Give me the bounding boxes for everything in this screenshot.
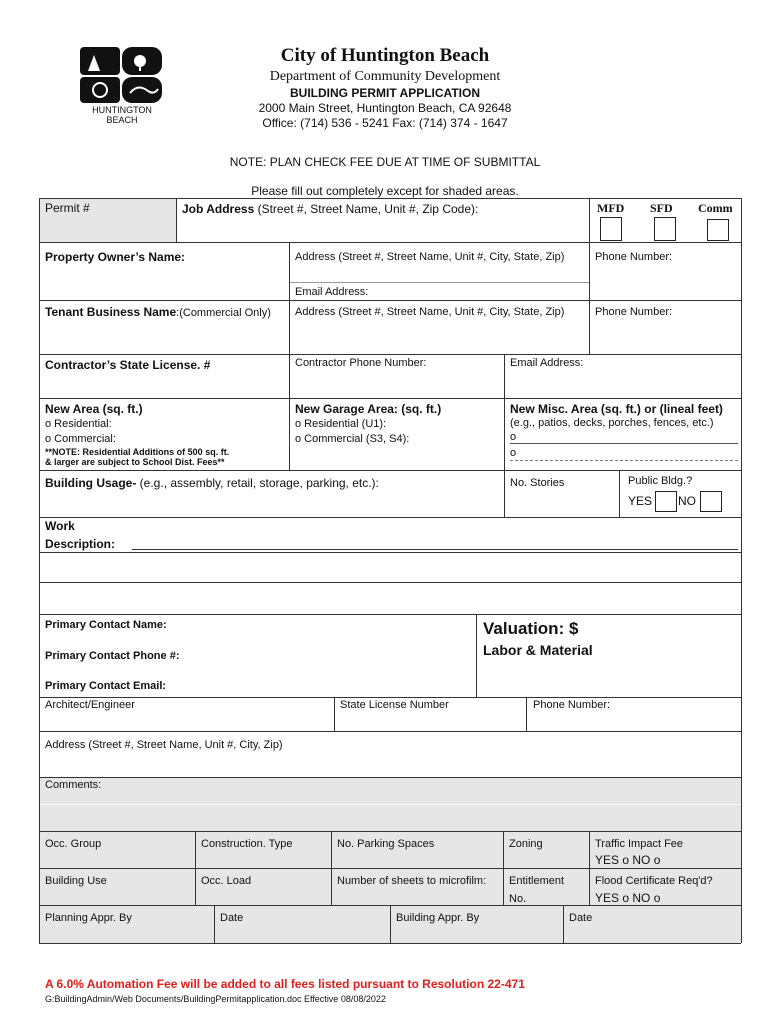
garage-area-label: New Garage Area: (sq. ft.) [295,402,442,416]
work-description-label: Description: [45,537,116,551]
comm-checkbox[interactable] [707,219,729,241]
office-phone: Office: (714) 536 - 5241 Fax: (714) 374 - 1647 [262,116,508,130]
sfd-label: SFD [650,201,673,215]
tenant-name-bold: Tenant Business Name [45,305,177,319]
occ-load-label: Occ. Load [201,875,252,887]
area-residential-option[interactable]: o Residential: [45,418,112,430]
misc-option-1[interactable]: o [510,431,517,443]
form-title: BUILDING PERMIT APPLICATION [290,86,480,100]
flood-cert-label: Flood Certificate Req'd? [595,875,713,887]
owner-email-label: Email Address: [295,286,369,298]
misc-area-label: New Misc. Area (sq. ft.) or (lineal feet) [510,402,723,416]
building-usage-rest: (e.g., assembly, retail, storage, parking, etc.): [136,476,379,490]
architect-label: Architect/Engineer [45,699,135,711]
tenant-name-rest: :(Commercial Only) [176,307,271,319]
tenant-address-label: Address (Street #, Street Name, Unit #, City, State, Zip) [295,306,565,318]
planning-date-label: Date [220,912,244,924]
contractor-phone-label: Contractor Phone Number: [295,357,427,369]
tenant-name-label [45,305,271,319]
stories-label: No. Stories [510,477,565,489]
labor-material-label: Labor & Material [483,642,593,658]
public-yes-checkbox[interactable] [655,491,677,512]
hb-logo-icon [78,45,166,105]
owner-name-label: Property Owner’s Name: [45,250,186,264]
public-no-checkbox[interactable] [700,491,722,512]
school-fee-note-1: **NOTE: Residential Additions of 500 sq. ft. [45,447,230,457]
job-address-bold: Job Address [182,202,255,216]
architect-address-label: Address (Street #, Street Name, Unit #, City, Zip) [45,739,283,751]
comm-label: Comm [698,201,733,215]
flood-cert-options[interactable]: YES o NO o [595,891,661,905]
building-use-label: Building Use [45,875,107,887]
owner-phone-label: Phone Number: [595,251,673,263]
construction-type-label: Construction. Type [201,838,293,850]
comments-shade-2 [39,805,741,831]
job-address-label[interactable] [182,202,478,216]
new-area-label: New Area (sq. ft.) [45,402,143,416]
parking-spaces-label: No. Parking Spaces [337,838,435,850]
primary-contact-email-label: Primary Contact Email: [45,680,167,692]
school-fee-note-2: & larger are subject to School Dist. Fees** [45,457,225,467]
architect-license-label: State License Number [340,699,449,711]
public-yes-label: YES [628,494,653,508]
building-usage-label [45,476,379,490]
occ-group-label: Occ. Group [45,838,102,850]
sfd-checkbox[interactable] [654,217,676,241]
plan-check-note: NOTE: PLAN CHECK FEE DUE AT TIME OF SUBMITTAL [229,155,541,169]
mfd-checkbox[interactable] [600,217,622,241]
city-logo [78,45,166,125]
garage-residential-option[interactable]: o Residential (U1): [295,418,387,430]
zoning-label: Zoning [509,838,543,850]
building-date-label: Date [569,912,593,924]
mfd-label: MFD [597,201,625,215]
contractor-license-label: Contractor’s State License. # [45,358,211,372]
entitlement-label: Entitlement [509,875,565,887]
garage-commercial-option[interactable]: o Commercial (S3, S4): [295,433,410,445]
instructions: Please fill out completely except for shaded areas. [251,184,519,198]
area-commercial-option[interactable]: o Commercial: [45,433,116,445]
traffic-fee-label: Traffic Impact Fee [595,838,684,850]
valuation-label: Valuation: $ [483,619,579,638]
building-approval-label: Building Appr. By [396,912,480,924]
public-bldg-label: Public Bldg.? [628,475,693,487]
public-no-label: NO [678,494,696,508]
logo-caption: HUNTINGTON BEACH [92,105,152,125]
planning-approval-label: Planning Appr. By [45,912,132,924]
microfilm-sheets-label: Number of sheets to microfilm: [337,875,487,887]
traffic-fee-options[interactable]: YES o NO o [595,853,661,867]
contractor-email-label: Email Address: [510,357,584,369]
department: Department of Community Development [269,69,501,84]
owner-address-label: Address (Street #, Street Name, Unit #, City, State, Zip) [295,251,565,263]
primary-contact-phone-label: Primary Contact Phone #: [45,650,180,662]
city-title: City of Huntington Beach [280,45,490,66]
automation-fee-notice: A 6.0% Automation Fee will be added to all fees listed pursuant to Resolution 22-471 [45,977,525,991]
document-path: G:BuildingAdmin/Web Documents/BuildingPermitapplication.doc Effective 08/08/2022 [45,994,386,1004]
job-address-rest: (Street #, Street Name, Unit #, Zip Code): [254,202,479,216]
misc-option-2[interactable]: o [510,447,517,459]
misc-area-examples: (e.g., patios, decks, porches, fences, etc.) [510,417,714,429]
entitlement-no-label: No. [509,893,527,905]
building-usage-bold: Building Usage- [45,476,137,490]
comments-label: Comments: [45,779,102,791]
office-address: 2000 Main Street, Huntington Beach, CA 92648 [258,101,512,115]
tenant-phone-label: Phone Number: [595,306,673,318]
comments-shade-1 [39,778,741,804]
primary-contact-name-label: Primary Contact Name: [45,619,167,631]
work-label: Work [45,519,75,533]
architect-phone-label: Phone Number: [533,699,611,711]
permit-number-label: Permit # [45,201,90,215]
